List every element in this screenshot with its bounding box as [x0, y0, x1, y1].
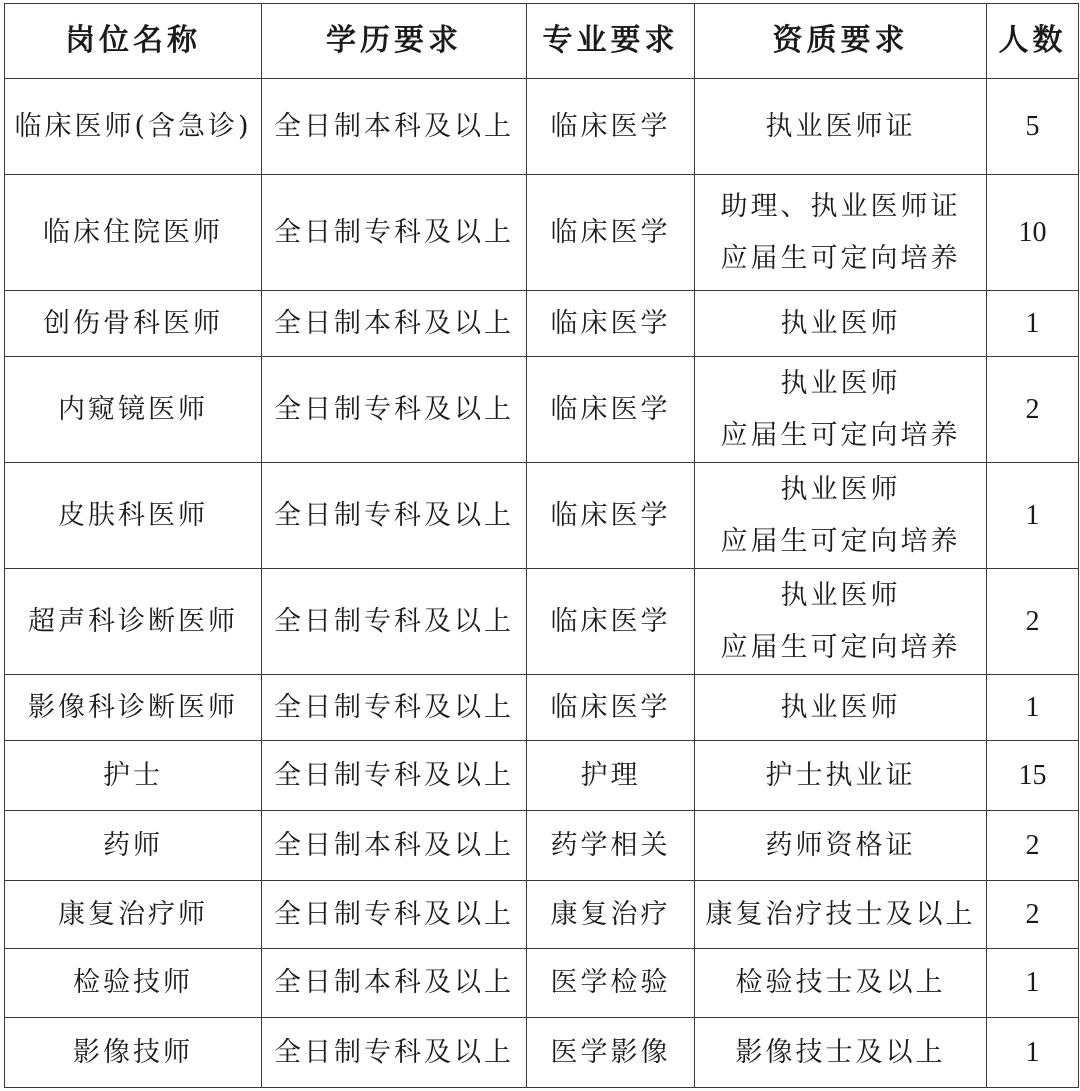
cell-education: 全日制专科及以上: [262, 463, 527, 569]
cell-qualification: [695, 949, 987, 1018]
cell-qualification: [695, 79, 987, 175]
qualification-line: 应届生可定向培养: [720, 419, 961, 451]
table-row: [5, 463, 1079, 569]
cell-position: 药师: [5, 811, 262, 881]
cell-position: 影像科诊断医师: [5, 675, 262, 741]
cell-qualification: [695, 881, 987, 949]
cell-education: 全日制专科及以上: [262, 357, 527, 463]
cell-count: 2: [987, 881, 1079, 949]
cell-count: 2: [987, 811, 1079, 881]
qualification-line: 检验技士及以上: [735, 967, 946, 998]
qualification-line: 康复治疗技士及以上: [705, 898, 976, 930]
table-row: [5, 811, 1079, 881]
table-row: [5, 1018, 1079, 1088]
cell-position: 创伤骨科医师: [5, 291, 262, 357]
table-row: [5, 357, 1079, 463]
cell-count: 10: [987, 175, 1079, 291]
qualification-line: 执业医师证: [765, 110, 916, 142]
cell-qualification: [695, 463, 987, 569]
cell-education: 全日制专科及以上: [262, 741, 527, 811]
cell-count: 1: [987, 291, 1079, 357]
cell-major: 护理: [527, 741, 695, 811]
table-row: [5, 741, 1079, 811]
cell-major: 临床医学: [527, 357, 695, 463]
qualification-line: 应届生可定向培养: [720, 525, 961, 557]
header-count: 人数: [987, 4, 1079, 79]
cell-major: 临床医学: [527, 291, 695, 357]
cell-education: 全日制专科及以上: [262, 1018, 527, 1088]
cell-position: 康复治疗师: [5, 881, 262, 949]
qualification-line: 药师资格证: [765, 829, 916, 861]
qualification-line: 执业医师: [780, 307, 901, 339]
cell-qualification: [695, 291, 987, 357]
cell-major: 医学影像: [527, 1018, 695, 1088]
cell-position: 临床医师(含急诊): [5, 79, 262, 175]
cell-education: 全日制专科及以上: [262, 175, 527, 291]
cell-major: 临床医学: [527, 463, 695, 569]
cell-position: 护士: [5, 741, 262, 811]
cell-education: 全日制本科及以上: [262, 291, 527, 357]
qualification-line: 应届生可定向培养: [720, 242, 961, 274]
qualification-line: 影像技士及以上: [735, 1036, 946, 1068]
cell-major: 临床医学: [527, 675, 695, 741]
cell-qualification: [695, 175, 987, 291]
cell-major: 医学检验: [527, 949, 695, 1018]
cell-count: 5: [987, 79, 1079, 175]
cell-qualification: [695, 357, 987, 463]
table-row: [5, 569, 1079, 675]
cell-qualification: [695, 675, 987, 741]
table-row: [5, 175, 1079, 291]
cell-position: 临床住院医师: [5, 175, 262, 291]
cell-count: 2: [987, 569, 1079, 675]
cell-position: 影像技师: [5, 1018, 262, 1088]
table-row: [5, 675, 1079, 741]
cell-count: 1: [987, 675, 1079, 741]
qualification-line: 执业医师: [780, 473, 901, 505]
cell-position: 皮肤科医师: [5, 463, 262, 569]
table-row: [5, 881, 1079, 949]
cell-count: 2: [987, 357, 1079, 463]
cell-major: 临床医学: [527, 175, 695, 291]
table-row: [5, 291, 1079, 357]
cell-count: 1: [987, 463, 1079, 569]
cell-major: 临床医学: [527, 569, 695, 675]
qualification-line: 执业医师: [780, 367, 901, 399]
qualification-line: 应届生可定向培养: [720, 631, 961, 663]
cell-count: 1: [987, 1018, 1079, 1088]
table-row: [5, 949, 1079, 1018]
cell-qualification: [695, 741, 987, 811]
table-row: [5, 79, 1079, 175]
cell-major: 临床医学: [527, 79, 695, 175]
header-qualification: 资质要求: [695, 4, 987, 79]
cell-major: 药学相关: [527, 811, 695, 881]
cell-count: 1: [987, 949, 1079, 1018]
cell-education: 全日制本科及以上: [262, 811, 527, 881]
qualification-line: 执业医师: [780, 579, 901, 611]
recruitment-table-sheet: [4, 3, 1078, 1087]
cell-education: 全日制专科及以上: [262, 675, 527, 741]
cell-qualification: [695, 569, 987, 675]
header-education: 学历要求: [262, 4, 527, 79]
cell-position: 检验技师: [5, 949, 262, 1018]
header-major: 专业要求: [527, 4, 695, 79]
cell-major: 康复治疗: [527, 881, 695, 949]
cell-count: 15: [987, 741, 1079, 811]
cell-education: 全日制专科及以上: [262, 881, 527, 949]
cell-position: 超声科诊断医师: [5, 569, 262, 675]
qualification-line: 助理、执业医师证: [720, 190, 961, 222]
header-position: 岗位名称: [5, 4, 262, 79]
cell-education: 全日制本科及以上: [262, 949, 527, 1018]
cell-qualification: [695, 1018, 987, 1088]
qualification-line: 护士执业证: [765, 759, 916, 791]
header-row: [5, 4, 1079, 79]
cell-education: 全日制专科及以上: [262, 569, 527, 675]
cell-qualification: [695, 811, 987, 881]
cell-education: 全日制本科及以上: [262, 79, 527, 175]
qualification-line: 执业医师: [780, 691, 901, 723]
recruitment-table: [4, 3, 1079, 1088]
cell-position: 内窥镜医师: [5, 357, 262, 463]
